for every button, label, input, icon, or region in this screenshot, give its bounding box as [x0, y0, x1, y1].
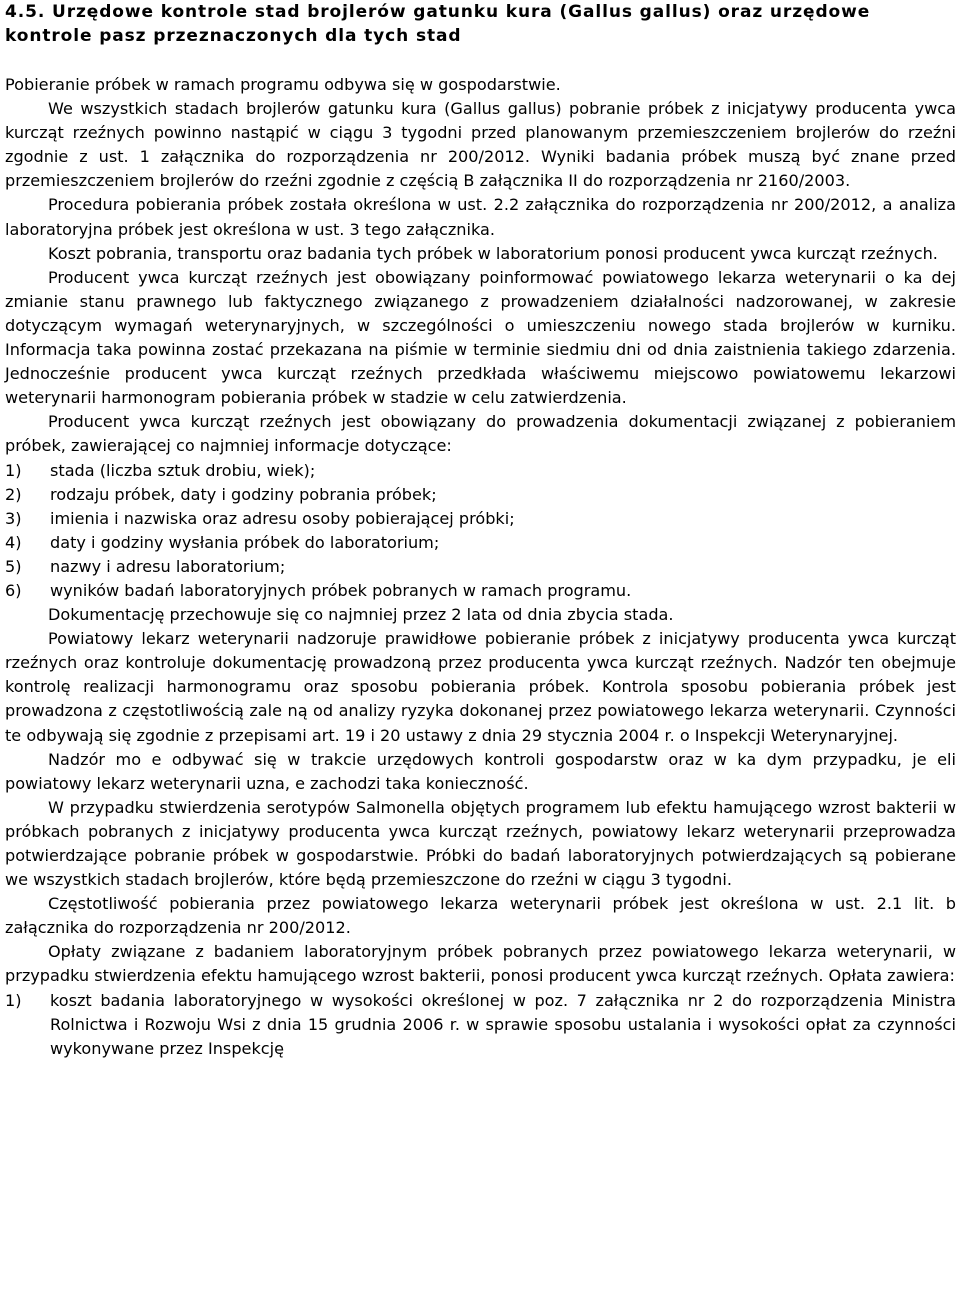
paragraph: Koszt pobrania, transportu oraz badania tych próbek w laboratorium ponosi producent ywca kurcząt rzeźnych. — [48, 243, 938, 263]
paragraph: Producent ywca kurcząt rzeźnych jest obowiązany poinformować powiatowego lekarza weterynarii o ka dej zmianie stanu prawnego lub faktycznego związanego z prowadzeniem działalności nadzorowanej, w zakresie dotyczącym wymagań weterynaryjnych, w szczególności o umieszczeniu nowego stada brojlerów w kurniku. Informacja taka powinna zostać przekazana na piśmie w terminie siedmiu dni od dnia zaistnienia takiego zdarzenia. Jednocześnie producent ywca kurcząt rzeźnych przedkłada właściwemu miejscowo powiatowemu lekarzowi weterynarii harmonogram pobierania próbek w stadzie w celu zatwierdzenia. — [5, 267, 956, 408]
list-fee-components — [5, 989, 956, 1061]
paragraph: Opłaty związane z badaniem laboratoryjnym próbek pobranych przez powiatowego lekarza weterynarii, w przypadku stwierdzenia efektu hamującego wzrost bakterii, ponosi producent ywca kurcząt rzeźnych. Opłata zawiera: — [5, 942, 956, 986]
paragraph: Częstotliwość pobierania przez powiatowego lekarza weterynarii próbek jest określona w ust. 2.1 lit. b załącznika do rozporządzenia nr 200/2012. — [5, 894, 956, 938]
list-item — [5, 555, 956, 579]
list-item-number: 2) — [5, 484, 22, 504]
list-required-information — [5, 459, 956, 604]
list-item-number: 1) — [5, 990, 22, 1010]
paragraph: Producent ywca kurcząt rzeźnych jest obowiązany do prowadzenia dokumentacji związanej z pobieraniem próbek, zawierającej co najmniej informacje dotyczące: — [5, 412, 956, 456]
list-item-text: imienia i nazwiska oraz adresu osoby pobierającej próbki; — [50, 508, 515, 528]
list-item-number: 6) — [5, 580, 22, 600]
document-body — [5, 73, 956, 1061]
list-item-text: koszt badania laboratoryjnego w wysokości określonej w poz. 7 załącznika nr 2 do rozporządzenia Ministra Rolnictwa i Rozwoju Wsi z dnia 15 grudnia 2006 r. w sprawie sposobu ustalania i wysokości opłat za czynności wykonywane przez Inspekcję — [50, 990, 956, 1058]
list-item — [5, 483, 956, 507]
paragraph: Pobieranie próbek w ramach programu odbywa się w gospodarstwie. — [5, 75, 561, 94]
list-item-number: 3) — [5, 508, 22, 528]
list-item-text: stada (liczba sztuk drobiu, wiek); — [50, 460, 316, 480]
list-item — [5, 459, 956, 483]
list-item-text: nazwy i adresu laboratorium; — [50, 556, 286, 576]
list-item-number: 4) — [5, 532, 22, 552]
list-item-text: rodzaju próbek, daty i godziny pobrania próbek; — [50, 484, 437, 504]
paragraph: Procedura pobierania próbek została określona w ust. 2.2 załącznika do rozporządzenia nr 200/2012, a analiza laboratoryjna próbek jest określona w ust. 3 tego załącznika. — [5, 195, 956, 239]
list-item-number: 5) — [5, 556, 22, 576]
list-item-text: daty i godziny wysłania próbek do laboratorium; — [50, 532, 440, 552]
paragraph: Dokumentację przechowuje się co najmniej przez 2 lata od dnia zbycia stada. — [48, 605, 674, 625]
list-item — [5, 989, 956, 1061]
paragraph: W przypadku stwierdzenia serotypów Salmonella objętych programem lub efektu hamującego wzrost bakterii w próbkach pobranych z inicjatywy producenta ywca kurcząt rzeźnych, powiatowy lekarz weterynarii przeprowadza potwierdzające pobranie próbek w gospodarstwie. Próbki do badań laboratoryjnych potwierdzających są pobierane we wszystkich stadach brojlerów, które będą przemieszczone do rzeźni w ciągu 3 tygodni. — [5, 797, 956, 890]
list-item — [5, 579, 956, 603]
list-item-text: wyników badań laboratoryjnych próbek pobranych w ramach programu. — [50, 580, 632, 600]
list-item — [5, 507, 956, 531]
list-item-number: 1) — [5, 460, 22, 480]
section-heading: 4.5. Urzędowe kontrole stad brojlerów gatunku kura (Gallus gallus) oraz urzędowe kontrole pasz przeznaczonych dla tych stad — [5, 2, 871, 46]
paragraph: We wszystkich stadach brojlerów gatunku kura (Gallus gallus) pobranie próbek z inicjatywy producenta ywca kurcząt rzeźnych powinno nastąpić w ciągu 3 tygodni przed planowanym przemieszczeniem brojlerów do rzeźni zgodnie z ust. 1 załącznika do rozporządzenia nr 200/2012. Wyniki badania próbek muszą być znane przed przemieszczeniem brojlerów do rzeźni zgodnie z częścią B załącznika II do rozporządzenia nr 2160/2003. — [5, 99, 956, 191]
list-item — [5, 531, 956, 555]
paragraph: Nadzór mo e odbywać się w trakcie urzędowych kontroli gospodarstw oraz w ka dym przypadku, je eli powiatowy lekarz weterynarii uzna, e zachodzi taka konieczność. — [5, 749, 956, 793]
paragraph: Powiatowy lekarz weterynarii nadzoruje prawidłowe pobieranie próbek z inicjatywy producenta ywca kurcząt rzeźnych oraz kontroluje dokumentację prowadzoną przez producenta ywca kurcząt rzeźnych. Nadzór ten obejmuje kontrolę realizacji harmonogramu oraz sposobu pobierania próbek. Kontrola sposobu pobierania próbek jest prowadzona z częstotliwością zale ną od analizy ryzyka dokonanej przez powiatowego lekarza weterynarii. Czynności te odbywają się zgodnie z przepisami art. 19 i 20 ustawy z dnia 29 stycznia 2004 r. o Inspekcji Weterynaryjnej. — [5, 629, 956, 745]
